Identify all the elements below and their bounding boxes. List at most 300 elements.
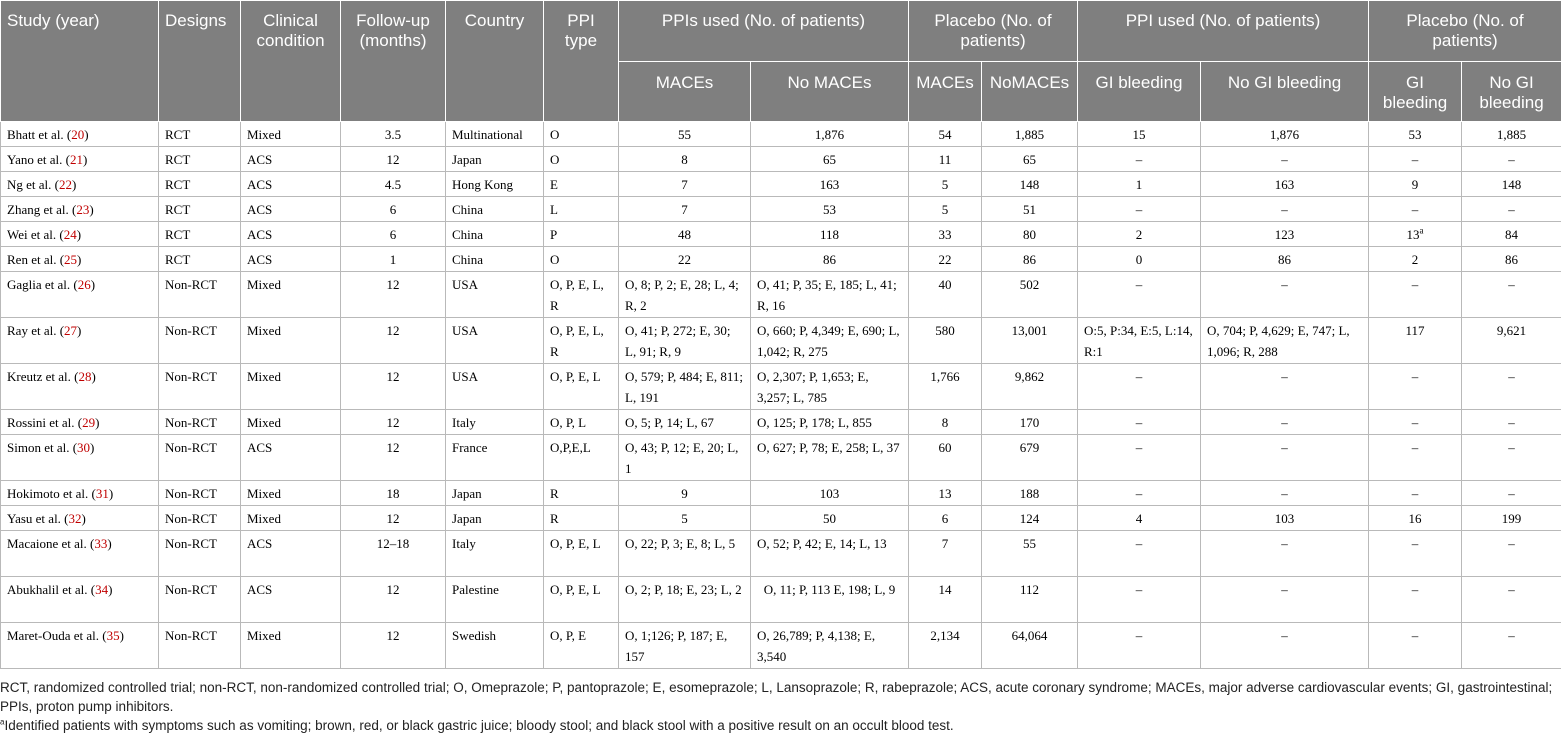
placebo-gi-value: –	[1411, 277, 1419, 292]
cell-study	[1, 147, 159, 172]
cell-gi-bleeding: –	[1078, 410, 1201, 435]
reference-link[interactable]: 22	[58, 177, 72, 192]
study-author: Kreutz et al. (	[7, 369, 79, 384]
cell-condition: ACS	[241, 197, 341, 222]
cell-placebo-maces: 6	[909, 506, 982, 531]
header-placebo-no-gi-bleeding: No GI bleeding	[1462, 62, 1561, 122]
cell-country: France	[446, 435, 544, 481]
cell-placebo-no-maces: 9,862	[982, 364, 1078, 410]
cell-no-gi-bleeding: 103	[1201, 506, 1369, 531]
study-close-paren: )	[119, 628, 124, 643]
cell-no-gi-bleeding: 123	[1201, 222, 1369, 247]
cell-ppi-maces: O, 1;126; P, 187; E, 157	[619, 623, 751, 669]
cell-gi-bleeding: –	[1078, 577, 1201, 623]
cell-followup: 12	[341, 623, 446, 669]
cell-gi-bleeding: O:5, P:34, E:5, L:14, R:1	[1078, 318, 1201, 364]
cell-placebo-no-gi-bleeding: –	[1462, 531, 1561, 577]
study-author: Rossini et al. (	[7, 415, 83, 430]
cell-ppi-type: R	[544, 481, 619, 506]
table-row	[1, 577, 1561, 623]
reference-link[interactable]: 30	[77, 440, 91, 455]
study-author: Ren et al. (	[7, 252, 65, 267]
cell-ppi-maces: 48	[619, 222, 751, 247]
cell-placebo-maces: 13	[909, 481, 982, 506]
cell-country: China	[446, 247, 544, 272]
study-author: Zhang et al. (	[7, 202, 77, 217]
cell-country: China	[446, 222, 544, 247]
cell-placebo-maces: 14	[909, 577, 982, 623]
header-maces: MACEs	[619, 62, 751, 122]
cell-design: Non-RCT	[159, 272, 241, 318]
table-footnotes	[0, 678, 1561, 735]
header-placebo-group-2: Placebo (No. of patients)	[1369, 1, 1561, 62]
cell-placebo-no-maces: 86	[982, 247, 1078, 272]
cell-ppi-type: O, P, E	[544, 623, 619, 669]
table-row	[1, 506, 1561, 531]
cell-placebo-maces: 22	[909, 247, 982, 272]
cell-ppi-type: L	[544, 197, 619, 222]
reference-link[interactable]: 23	[76, 202, 90, 217]
cell-placebo-no-maces: 148	[982, 172, 1078, 197]
cell-design: RCT	[159, 197, 241, 222]
placebo-gi-value: –	[1411, 628, 1419, 643]
footnote-marker: a	[1419, 225, 1424, 236]
cell-ppi-maces: O, 43; P, 12; E, 20; L, 1	[619, 435, 751, 481]
cell-followup: 12	[341, 577, 446, 623]
header-placebo-maces: MACEs	[909, 62, 982, 122]
cell-placebo-maces: 8	[909, 410, 982, 435]
cell-placebo-gi-bleeding	[1369, 506, 1462, 531]
cell-placebo-gi-bleeding	[1369, 272, 1462, 318]
cell-condition: ACS	[241, 247, 341, 272]
cell-country: USA	[446, 364, 544, 410]
cell-condition: Mixed	[241, 623, 341, 669]
cell-placebo-gi-bleeding	[1369, 172, 1462, 197]
cell-study	[1, 318, 159, 364]
cell-condition: Mixed	[241, 410, 341, 435]
placebo-gi-value: 117	[1405, 323, 1425, 338]
cell-placebo-maces: 11	[909, 147, 982, 172]
cell-ppi-no-maces: O, 11; P, 113 E, 198; L, 9	[751, 577, 909, 623]
cell-placebo-no-maces: 55	[982, 531, 1078, 577]
superscript-note	[0, 716, 1561, 735]
cell-followup: 6	[341, 197, 446, 222]
cell-study	[1, 410, 159, 435]
placebo-gi-value: –	[1411, 582, 1419, 597]
study-author: Ray et al. (	[7, 323, 65, 338]
placebo-gi-value: 2	[1411, 252, 1419, 267]
cell-ppi-no-maces: 163	[751, 172, 909, 197]
cell-no-gi-bleeding: –	[1201, 197, 1369, 222]
cell-design: Non-RCT	[159, 531, 241, 577]
study-author: Macaione et al. (	[7, 536, 95, 551]
cell-design: Non-RCT	[159, 506, 241, 531]
cell-gi-bleeding: 15	[1078, 122, 1201, 147]
reference-link[interactable]: 28	[78, 369, 92, 384]
cell-country: Swedish	[446, 623, 544, 669]
cell-ppi-maces: O, 22; P, 3; E, 8; L, 5	[619, 531, 751, 577]
cell-country: Japan	[446, 147, 544, 172]
cell-gi-bleeding: –	[1078, 364, 1201, 410]
placebo-gi-value: –	[1411, 369, 1419, 384]
cell-gi-bleeding: 4	[1078, 506, 1201, 531]
cell-condition: ACS	[241, 577, 341, 623]
cell-ppi-no-maces: O, 41; P, 35; E, 185; L, 41; R, 16	[751, 272, 909, 318]
placebo-gi-value: 53	[1408, 127, 1422, 142]
cell-placebo-maces: 5	[909, 197, 982, 222]
header-ppi-used-group: PPI used (No. of patients)	[1078, 1, 1369, 62]
reference-link[interactable]: 32	[68, 511, 82, 526]
cell-ppi-no-maces: O, 125; P, 178; L, 855	[751, 410, 909, 435]
cell-design: RCT	[159, 172, 241, 197]
table-row	[1, 222, 1561, 247]
header-designs: Designs	[159, 1, 241, 122]
cell-placebo-no-gi-bleeding: 86	[1462, 247, 1561, 272]
cell-placebo-no-gi-bleeding: 1,885	[1462, 122, 1561, 147]
reference-link[interactable]: 27	[64, 323, 78, 338]
table-row	[1, 147, 1561, 172]
cell-condition: ACS	[241, 172, 341, 197]
cell-country: Japan	[446, 481, 544, 506]
header-ppi-type: PPI type	[544, 1, 619, 122]
cell-placebo-no-gi-bleeding: –	[1462, 364, 1561, 410]
cell-condition: Mixed	[241, 318, 341, 364]
cell-study	[1, 506, 159, 531]
cell-study	[1, 172, 159, 197]
placebo-gi-value: –	[1411, 415, 1419, 430]
cell-condition: Mixed	[241, 272, 341, 318]
header-follow-up: Follow-up (months)	[341, 1, 446, 122]
cell-followup: 12	[341, 435, 446, 481]
cell-placebo-no-gi-bleeding: –	[1462, 623, 1561, 669]
cell-study	[1, 122, 159, 147]
cell-design: Non-RCT	[159, 435, 241, 481]
table-row	[1, 272, 1561, 318]
cell-ppi-type: O, P, E, L	[544, 531, 619, 577]
cell-ppi-type: R	[544, 506, 619, 531]
table-header	[1, 1, 1561, 122]
cell-country: Hong Kong	[446, 172, 544, 197]
cell-placebo-no-gi-bleeding: –	[1462, 272, 1561, 318]
cell-placebo-maces: 33	[909, 222, 982, 247]
cell-ppi-maces: O, 41; P, 272; E, 30; L, 91; R, 9	[619, 318, 751, 364]
study-close-paren: )	[77, 252, 82, 267]
study-close-paren: )	[108, 486, 114, 501]
cell-country: Italy	[446, 531, 544, 577]
cell-placebo-no-maces: 64,064	[982, 623, 1078, 669]
table-row	[1, 364, 1561, 410]
table-row	[1, 172, 1561, 197]
cell-ppi-type: O, P, L	[544, 410, 619, 435]
cell-no-gi-bleeding: –	[1201, 364, 1369, 410]
cell-study	[1, 272, 159, 318]
cell-placebo-maces: 580	[909, 318, 982, 364]
study-author: Ng et al. (	[7, 177, 59, 192]
cell-ppi-no-maces: 50	[751, 506, 909, 531]
cell-placebo-maces: 1,766	[909, 364, 982, 410]
placebo-gi-value: 16	[1408, 511, 1422, 526]
study-author: Yano et al. (	[7, 152, 70, 167]
table-row	[1, 410, 1561, 435]
cell-country: Japan	[446, 506, 544, 531]
cell-ppi-no-maces: 65	[751, 147, 909, 172]
note-marker: a	[0, 717, 5, 727]
cell-design: Non-RCT	[159, 623, 241, 669]
cell-no-gi-bleeding: –	[1201, 531, 1369, 577]
cell-followup: 12–18	[341, 531, 446, 577]
cell-design: RCT	[159, 147, 241, 172]
cell-followup: 12	[341, 272, 446, 318]
cell-ppi-type: P	[544, 222, 619, 247]
cell-ppi-no-maces: 1,876	[751, 122, 909, 147]
cell-country: Palestine	[446, 577, 544, 623]
table-row	[1, 531, 1561, 577]
study-close-paren: )	[81, 511, 86, 526]
cell-followup: 12	[341, 364, 446, 410]
study-close-paren: )	[107, 536, 112, 551]
cell-placebo-maces: 54	[909, 122, 982, 147]
header-ppis-used-group: PPIs used (No. of patients)	[619, 1, 909, 62]
header-country: Country	[446, 1, 544, 122]
cell-placebo-gi-bleeding	[1369, 435, 1462, 481]
cell-followup: 6	[341, 222, 446, 247]
cell-followup: 12	[341, 147, 446, 172]
cell-study	[1, 435, 159, 481]
study-close-paren: )	[89, 202, 94, 217]
cell-followup: 12	[341, 318, 446, 364]
cell-ppi-maces: 9	[619, 481, 751, 506]
cell-condition: Mixed	[241, 122, 341, 147]
cell-ppi-no-maces: O, 660; P, 4,349; E, 690; L, 1,042; R, 275	[751, 318, 909, 364]
note-text: Identified patients with symptoms such as vomiting; brown, red, or black gastric juice; bloody stool; and black stool with a positive result on an occult blood test.	[4, 718, 954, 733]
cell-study	[1, 531, 159, 577]
cell-placebo-no-gi-bleeding: –	[1462, 435, 1561, 481]
cell-condition: ACS	[241, 147, 341, 172]
cell-ppi-maces: 22	[619, 247, 751, 272]
cell-placebo-gi-bleeding	[1369, 147, 1462, 172]
cell-placebo-maces: 7	[909, 531, 982, 577]
cell-followup: 4.5	[341, 172, 446, 197]
cell-no-gi-bleeding: –	[1201, 147, 1369, 172]
cell-study	[1, 623, 159, 669]
cell-placebo-no-maces: 679	[982, 435, 1078, 481]
cell-no-gi-bleeding: –	[1201, 481, 1369, 506]
cell-condition: ACS	[241, 435, 341, 481]
cell-placebo-no-gi-bleeding: 199	[1462, 506, 1561, 531]
cell-placebo-no-maces: 188	[982, 481, 1078, 506]
cell-ppi-type: O	[544, 122, 619, 147]
cell-placebo-no-maces: 112	[982, 577, 1078, 623]
cell-gi-bleeding: 1	[1078, 172, 1201, 197]
cell-ppi-maces: 7	[619, 172, 751, 197]
header-no-maces: No MACEs	[751, 62, 909, 122]
cell-design: Non-RCT	[159, 410, 241, 435]
cell-ppi-maces: O, 2; P, 18; E, 23; L, 2	[619, 577, 751, 623]
cell-placebo-no-maces: 65	[982, 147, 1078, 172]
cell-gi-bleeding: –	[1078, 623, 1201, 669]
cell-followup: 1	[341, 247, 446, 272]
cell-ppi-type: O,P,E,L	[544, 435, 619, 481]
reference-link[interactable]: 33	[94, 536, 108, 551]
table-row	[1, 623, 1561, 669]
cell-ppi-type: O	[544, 247, 619, 272]
study-author: Wei et al. (	[7, 227, 64, 242]
cell-country: Italy	[446, 410, 544, 435]
cell-placebo-gi-bleeding	[1369, 577, 1462, 623]
table-row	[1, 247, 1561, 272]
cell-condition: Mixed	[241, 481, 341, 506]
cell-ppi-no-maces: O, 2,307; P, 1,653; E, 3,257; L, 785	[751, 364, 909, 410]
header-clinical-condition: Clinical condition	[241, 1, 341, 122]
study-author: Yasu et al. (	[7, 511, 69, 526]
cell-ppi-type: O, P, E, L, R	[544, 272, 619, 318]
cell-ppi-type: E	[544, 172, 619, 197]
cell-placebo-gi-bleeding	[1369, 222, 1462, 247]
cell-placebo-gi-bleeding	[1369, 481, 1462, 506]
cell-placebo-gi-bleeding	[1369, 197, 1462, 222]
study-close-paren: )	[91, 369, 96, 384]
cell-ppi-type: O, P, E, L	[544, 364, 619, 410]
reference-link[interactable]: 35	[106, 628, 120, 643]
cell-ppi-maces: 5	[619, 506, 751, 531]
cell-placebo-no-maces: 13,001	[982, 318, 1078, 364]
cell-ppi-maces: 7	[619, 197, 751, 222]
cell-gi-bleeding: 0	[1078, 247, 1201, 272]
cell-no-gi-bleeding: 86	[1201, 247, 1369, 272]
cell-placebo-maces: 60	[909, 435, 982, 481]
cell-placebo-gi-bleeding	[1369, 623, 1462, 669]
cell-placebo-no-gi-bleeding: –	[1462, 481, 1561, 506]
cell-no-gi-bleeding: –	[1201, 577, 1369, 623]
cell-ppi-maces: 55	[619, 122, 751, 147]
reference-link[interactable]: 34	[95, 582, 109, 597]
cell-placebo-no-gi-bleeding: 84	[1462, 222, 1561, 247]
cell-placebo-no-maces: 51	[982, 197, 1078, 222]
cell-placebo-maces: 5	[909, 172, 982, 197]
cell-gi-bleeding: –	[1078, 435, 1201, 481]
cell-placebo-gi-bleeding	[1369, 410, 1462, 435]
header-placebo-group-1: Placebo (No. of patients)	[909, 1, 1078, 62]
cell-no-gi-bleeding: 1,876	[1201, 122, 1369, 147]
study-close-paren: )	[84, 127, 89, 142]
cell-ppi-no-maces: O, 627; P, 78; E, 258; L, 37	[751, 435, 909, 481]
reference-link[interactable]: 24	[63, 227, 77, 242]
placebo-gi-value: –	[1411, 202, 1419, 217]
cell-gi-bleeding: –	[1078, 272, 1201, 318]
study-close-paren: )	[76, 227, 82, 242]
table-row	[1, 197, 1561, 222]
study-author: Hokimoto et al. (	[7, 486, 96, 501]
study-close-paren: )	[95, 415, 100, 430]
cell-placebo-no-maces: 502	[982, 272, 1078, 318]
cell-ppi-no-maces: O, 26,789; P, 4,138; E, 3,540	[751, 623, 909, 669]
cell-no-gi-bleeding: –	[1201, 272, 1369, 318]
cell-study	[1, 222, 159, 247]
cell-placebo-gi-bleeding	[1369, 318, 1462, 364]
cell-ppi-maces: O, 8; P, 2; E, 28; L, 4; R, 2	[619, 272, 751, 318]
study-close-paren: )	[71, 177, 77, 192]
reference-link[interactable]: 29	[82, 415, 96, 430]
cell-country: USA	[446, 272, 544, 318]
cell-design: Non-RCT	[159, 577, 241, 623]
study-close-paren: )	[82, 152, 88, 167]
reference-link[interactable]: 26	[77, 277, 91, 292]
cell-placebo-gi-bleeding	[1369, 364, 1462, 410]
cell-placebo-gi-bleeding	[1369, 247, 1462, 272]
cell-condition: ACS	[241, 222, 341, 247]
cell-ppi-no-maces: 53	[751, 197, 909, 222]
cell-placebo-no-gi-bleeding: –	[1462, 577, 1561, 623]
cell-placebo-no-gi-bleeding: –	[1462, 147, 1561, 172]
cell-country: USA	[446, 318, 544, 364]
study-close-paren: )	[108, 582, 113, 597]
cell-no-gi-bleeding: O, 704; P, 4,629; E, 747; L, 1,096; R, 288	[1201, 318, 1369, 364]
reference-link[interactable]: 20	[71, 127, 85, 142]
cell-country: Multinational	[446, 122, 544, 147]
cell-study	[1, 364, 159, 410]
cell-followup: 18	[341, 481, 446, 506]
header-gi-bleeding: GI bleeding	[1078, 62, 1201, 122]
cell-ppi-maces: O, 5; P, 14; L, 67	[619, 410, 751, 435]
cell-gi-bleeding: –	[1078, 147, 1201, 172]
cell-placebo-no-maces: 170	[982, 410, 1078, 435]
cell-followup: 3.5	[341, 122, 446, 147]
cell-placebo-no-maces: 1,885	[982, 122, 1078, 147]
cell-ppi-maces: O, 579; P, 484; E, 811; L, 191	[619, 364, 751, 410]
abbreviations-note: RCT, randomized controlled trial; non-RCT, non-randomized controlled trial; O, Omeprazole; P, pantoprazole; E, esomeprazole; L, Lansoprazole; R, rabeprazole; ACS, acute coronary syndrome; MACEs, major adverse cardiovascular events; GI, gastrointestinal; PPIs, proton pump inhibitors.	[0, 680, 1553, 714]
cell-no-gi-bleeding: 163	[1201, 172, 1369, 197]
cell-placebo-gi-bleeding	[1369, 531, 1462, 577]
cell-gi-bleeding: –	[1078, 531, 1201, 577]
study-close-paren: )	[90, 440, 95, 455]
cell-placebo-no-maces: 80	[982, 222, 1078, 247]
cell-design: Non-RCT	[159, 318, 241, 364]
table-body	[1, 122, 1561, 669]
cell-ppi-type: O, P, E, L, R	[544, 318, 619, 364]
cell-design: Non-RCT	[159, 481, 241, 506]
cell-condition: Mixed	[241, 364, 341, 410]
cell-design: RCT	[159, 122, 241, 147]
study-close-paren: )	[77, 323, 82, 338]
cell-condition: ACS	[241, 531, 341, 577]
study-author: Simon et al. (	[7, 440, 78, 455]
cell-ppi-no-maces: 103	[751, 481, 909, 506]
cell-ppi-no-maces: 118	[751, 222, 909, 247]
cell-gi-bleeding: –	[1078, 481, 1201, 506]
cell-ppi-maces: 8	[619, 147, 751, 172]
cell-no-gi-bleeding: –	[1201, 623, 1369, 669]
reference-link[interactable]: 21	[69, 152, 83, 167]
placebo-gi-value: 9	[1411, 177, 1419, 192]
cell-placebo-no-gi-bleeding: 148	[1462, 172, 1561, 197]
study-author: Maret-Ouda et al. (	[7, 628, 107, 643]
study-author: Abukhalil et al. (	[7, 582, 96, 597]
placebo-gi-value: –	[1411, 440, 1419, 455]
cell-study	[1, 481, 159, 506]
cell-ppi-no-maces: 86	[751, 247, 909, 272]
table-row	[1, 122, 1561, 147]
reference-link[interactable]: 25	[64, 252, 78, 267]
table-row	[1, 435, 1561, 481]
header-study: Study (year)	[1, 1, 159, 122]
study-author: Gaglia et al. (	[7, 277, 78, 292]
cell-ppi-type: O	[544, 147, 619, 172]
header-placebo-nomaces: NoMACEs	[982, 62, 1078, 122]
cell-followup: 12	[341, 410, 446, 435]
cell-study	[1, 197, 159, 222]
cell-country: China	[446, 197, 544, 222]
reference-link[interactable]: 31	[95, 486, 109, 501]
